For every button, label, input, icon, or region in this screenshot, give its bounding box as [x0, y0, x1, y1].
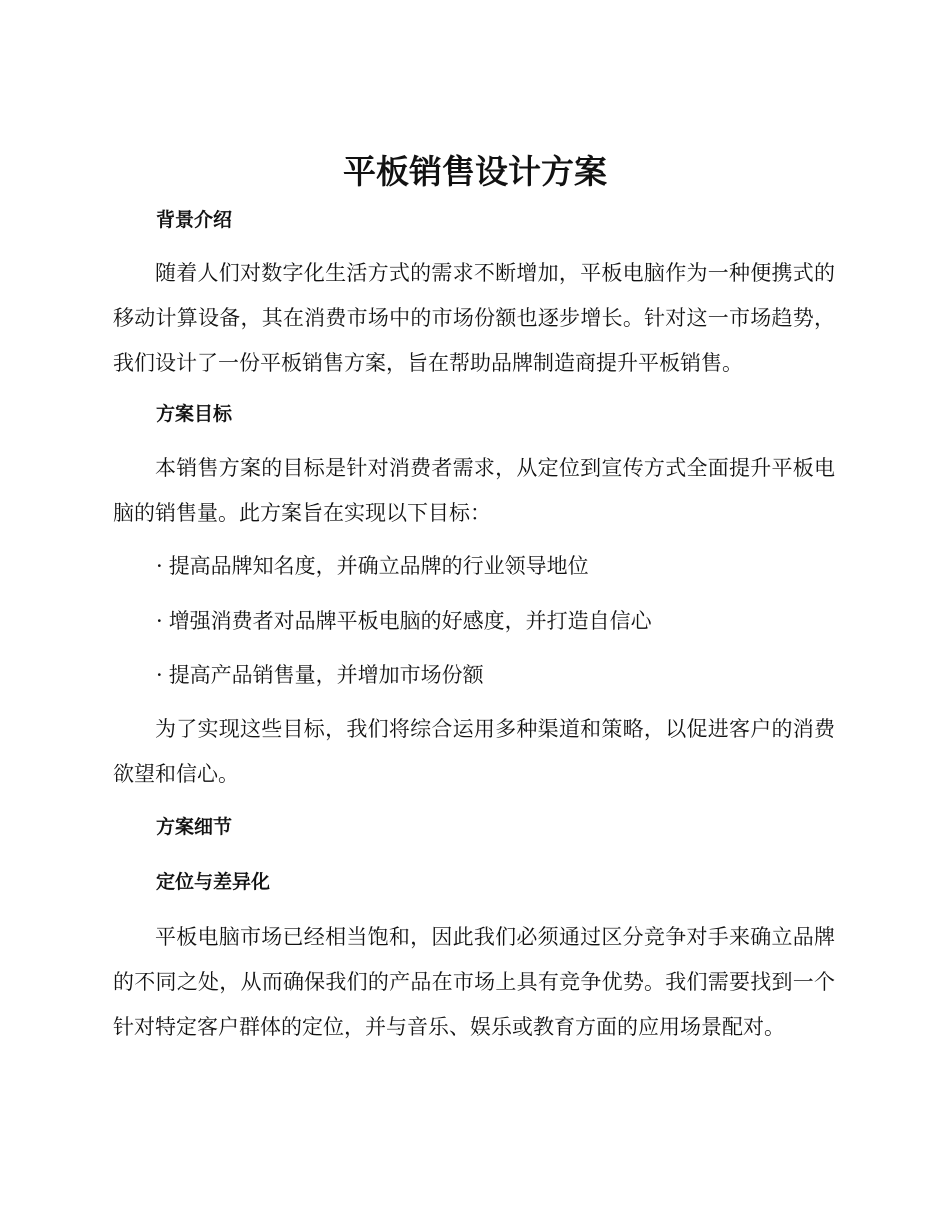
bullet-text: 增强消费者对品牌平板电脑的好感度，并打造自信心 [168, 609, 652, 633]
bullet-item-2 [156, 605, 652, 637]
paragraph-goals-closing: 为了实现这些目标，我们将综合运用多种渠道和策略，以促进客户的消费欲望和信心。 [113, 717, 835, 786]
paragraph-background: 随着人们对数字化生活方式的需求不断增加，平板电脑作为一种便携式的移动计算设备，其在消费市场中的市场份额也逐步增长。针对这一市场趋势，我们设计了一份平板销售方案，旨在帮助品牌制造商提升平板销售。 [113, 261, 835, 375]
bullet-marker: · [156, 554, 163, 578]
paragraph-positioning: 平板电脑市场已经相当饱和，因此我们必须通过区分竞争对手来确立品牌的不同之处，从而确保我们的产品在市场上具有竞争优势。我们需要找到一个针对特定客户群体的定位，并与音乐、娱乐或教育方面的应用场景配对。 [113, 925, 835, 1039]
section-heading-background: 背景介绍 [156, 209, 233, 231]
section-heading-details: 方案细节 [156, 816, 233, 838]
bullet-item-1 [156, 550, 589, 582]
bullet-marker: · [156, 663, 163, 687]
section-heading-goals: 方案目标 [156, 403, 233, 425]
paragraph-goals: 本销售方案的目标是针对消费者需求，从定位到宣传方式全面提升平板电脑的销售量。此方案旨在实现以下目标： [113, 456, 835, 525]
bullet-text: 提高品牌知名度，并确立品牌的行业领导地位 [168, 554, 589, 578]
bullet-marker: · [156, 609, 163, 633]
document-title: 平板销售设计方案 [343, 152, 607, 191]
bullet-item-3 [156, 659, 484, 691]
section-heading-positioning: 定位与差异化 [156, 871, 271, 893]
bullet-text: 提高产品销售量，并增加市场份额 [168, 663, 484, 687]
